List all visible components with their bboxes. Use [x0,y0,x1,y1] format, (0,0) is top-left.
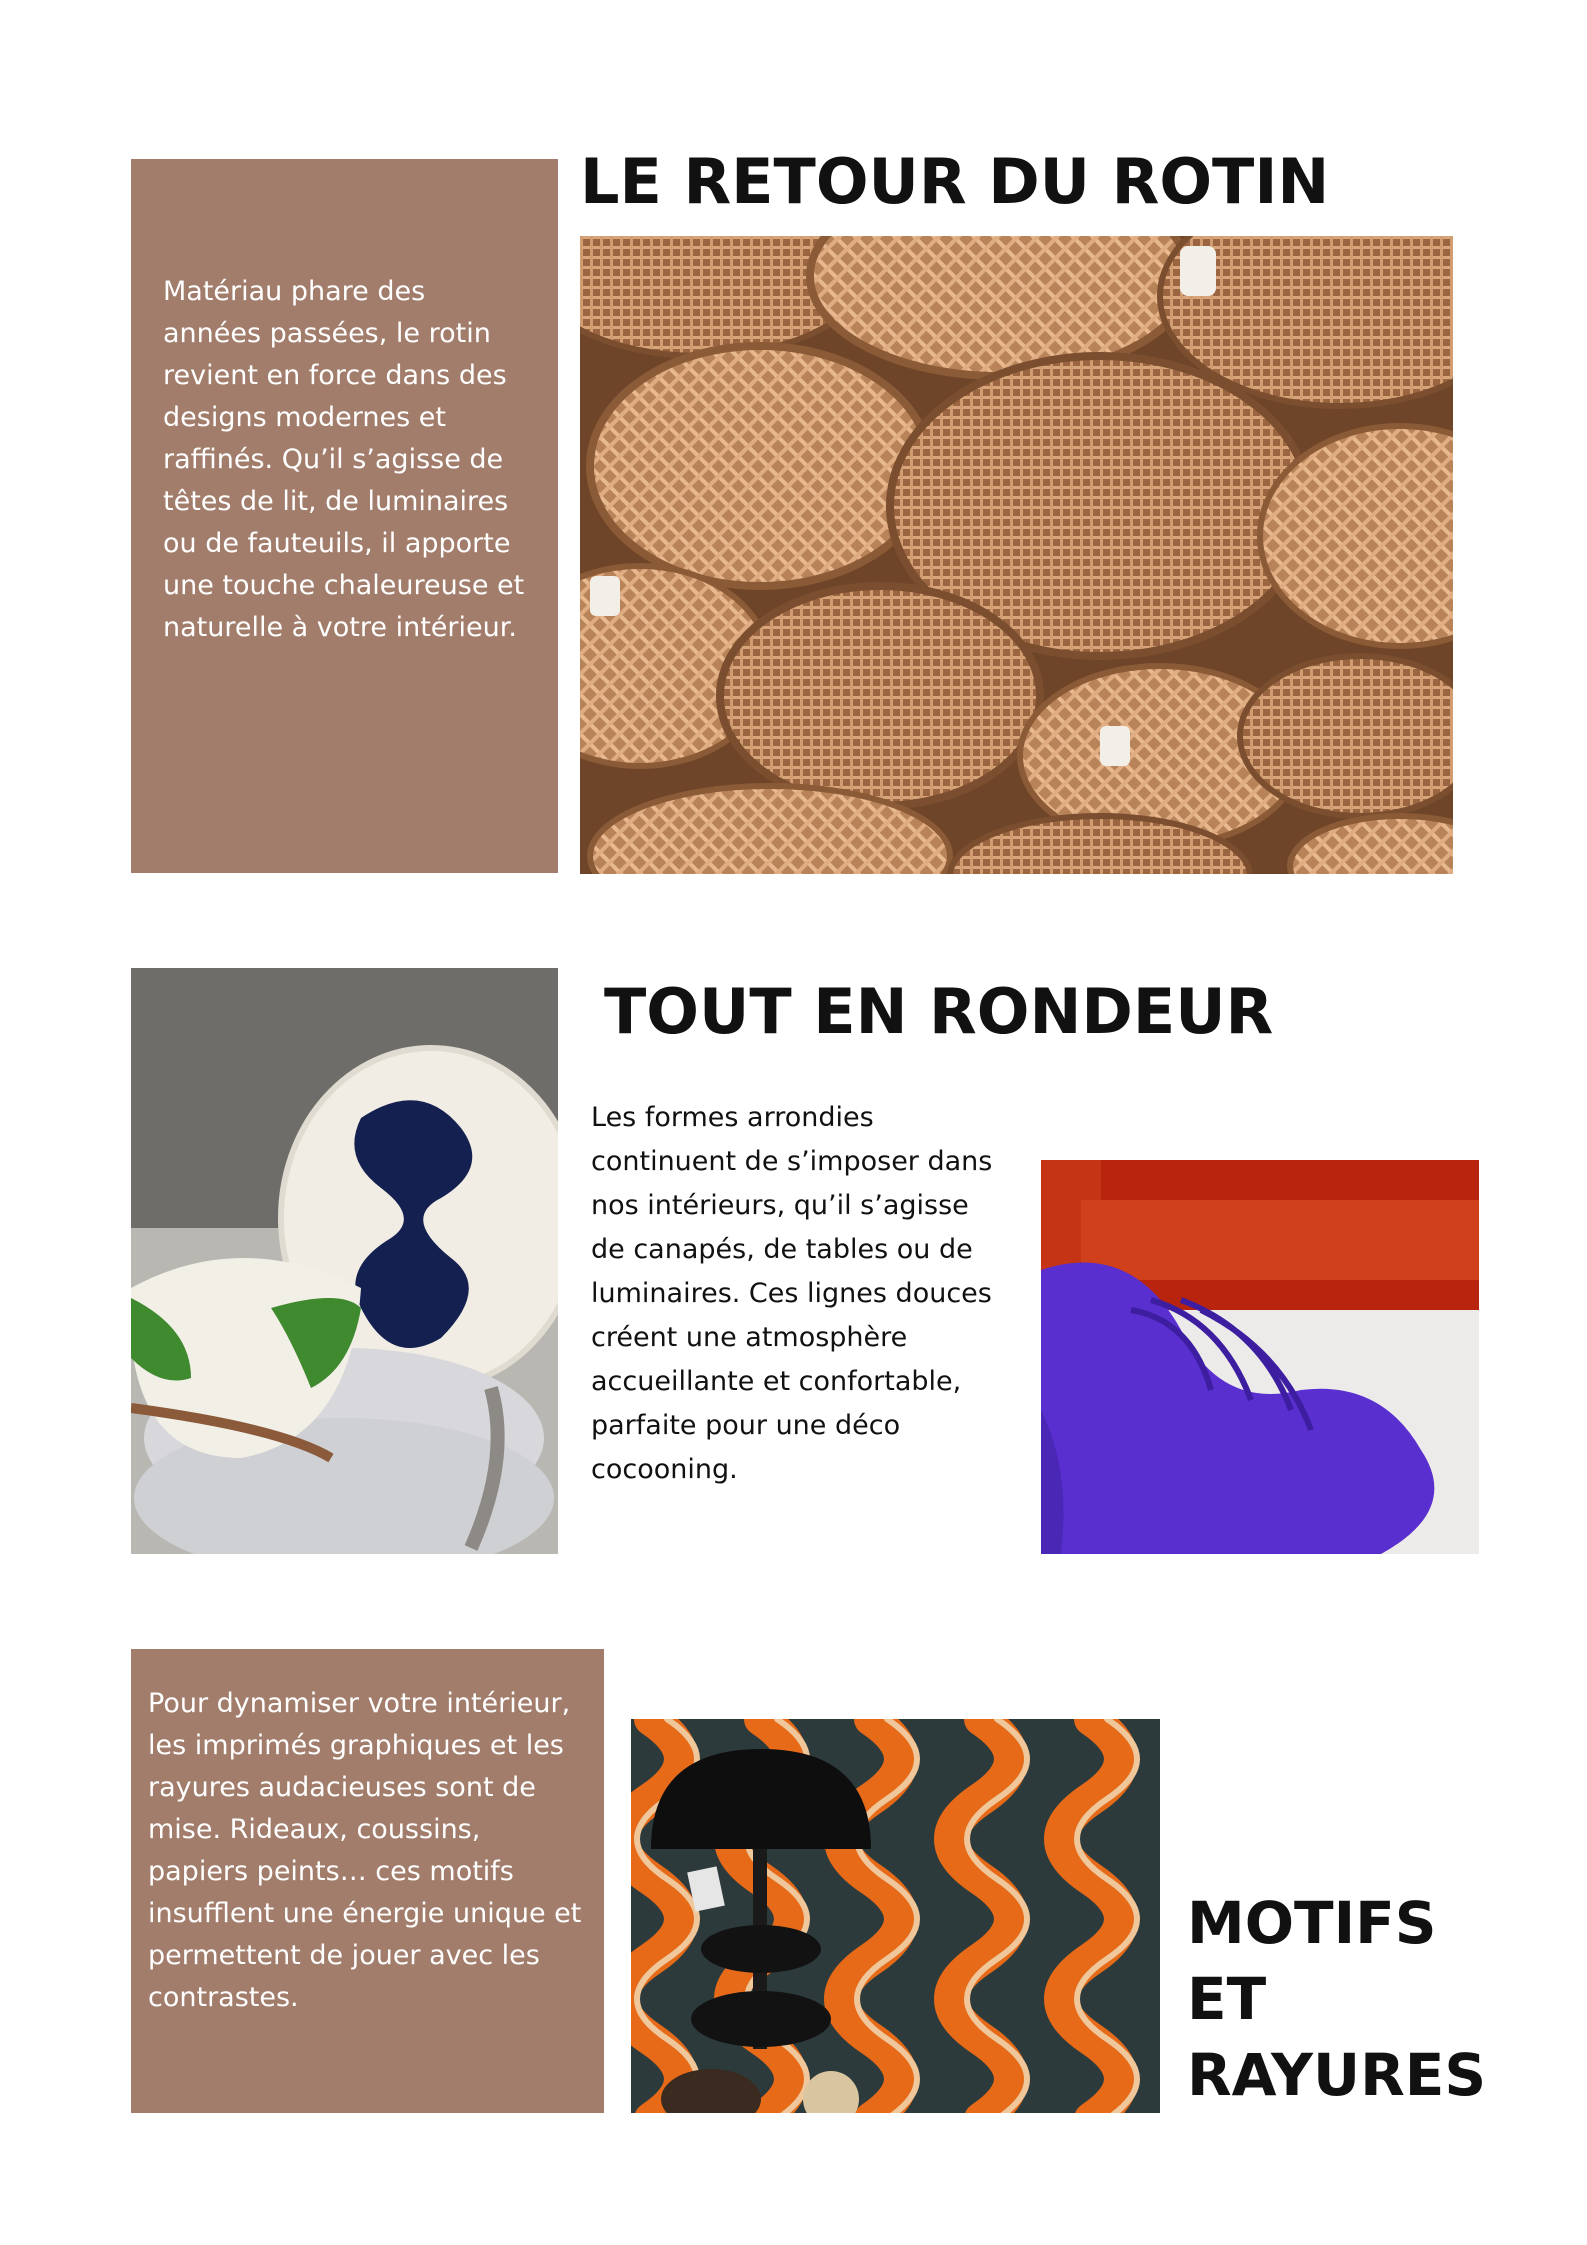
rotin-text-block [131,159,558,873]
motifs-title [1187,1885,1486,2113]
motifs-paragraph: Pour dynamiser votre intérieur, les imprimés graphiques et les rayures audacieuses sont de mise. Rideaux, coussins, papiers peints… ces motifs insufflent une énergie unique et permettent de jouer avec les contrastes. [148,1688,582,2013]
rondeur-title: TOUT EN RONDEUR [604,975,1274,1048]
rotin-paragraph: Matériau phare des années passées, le rotin revient en force dans des designs modernes et raffinés. Qu’il s’agisse de têtes de lit, de luminaires ou de fauteuils, il apporte une touche chaleureuse et naturelle à votre intérieur. [163,276,525,643]
motifs-title-line-3: RAYURES [1187,2041,1487,2109]
rondeur-paragraph: Les formes arrondies continuent de s’imposer dans nos intérieurs, qu’il s’agisse de canapés, de tables ou de luminaires. Ces lignes douces créent une atmosphère accueillante et confortable, parfaite pour une déco cocooning. [591,1102,993,1485]
rotin-title: LE RETOUR DU ROTIN [580,145,1330,218]
motifs-title-line-1: MOTIFS [1187,1889,1437,1957]
motifs-title-line-2: ET [1187,1965,1267,2033]
rattan-lamps-photo [580,236,1453,874]
curved-chair-photo [1041,1160,1479,1554]
tableware-photo [131,968,558,1554]
wave-wallpaper-photo [631,1719,1160,2113]
motifs-text-block [131,1649,604,2113]
